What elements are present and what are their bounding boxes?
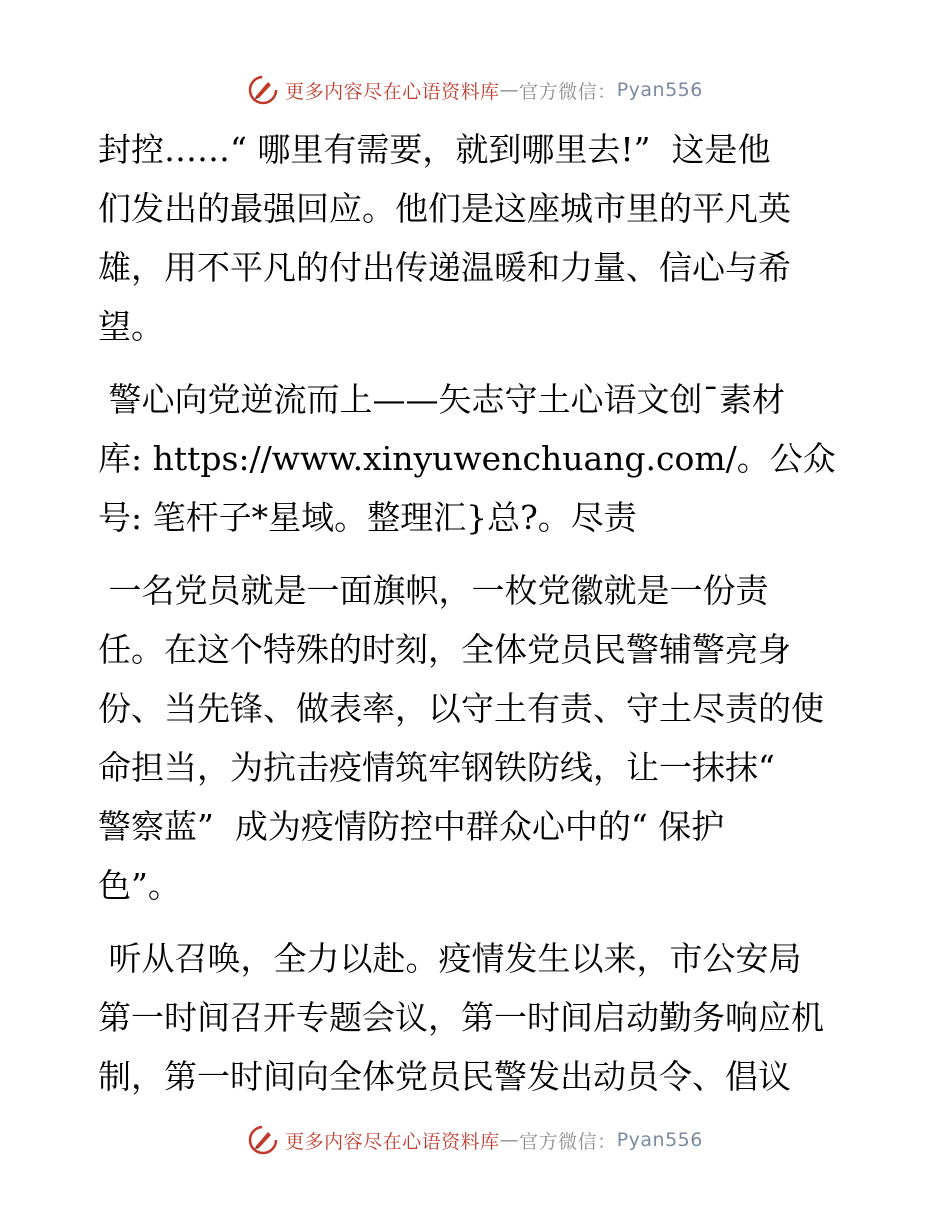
text-line: 份、当先锋、做表率，以守土有责、守土尽责的使 <box>98 689 824 728</box>
paragraph <box>98 561 858 915</box>
banner-wechat-label: 官方微信： <box>519 1130 617 1153</box>
footer-watermark-banner <box>0 1120 950 1160</box>
banner-dash: — <box>499 1129 520 1151</box>
text-line: 们发出的最强回应。他们是这座城市里的平凡英 <box>98 189 791 228</box>
text-line: 望。 <box>98 307 164 346</box>
text-line: 一名党员就是一面旗帜，一枚党徽就是一份责 <box>98 571 769 610</box>
text-line: 色”。 <box>98 866 181 905</box>
ink-brush-logo-icon <box>247 74 279 106</box>
text-line: 制，第一时间向全体党员民警发出动员令、倡议 <box>98 1057 791 1096</box>
banner-site-name: 更多内容尽在心语资料库 <box>285 80 500 103</box>
paragraph <box>98 370 858 547</box>
banner-site-name: 更多内容尽在心语资料库 <box>285 1130 500 1153</box>
text-line: 第一时间召开专题会议，第一时间启动勤务响应机 <box>98 998 824 1037</box>
text-line: 警心向党逆流而上——矢志守土心语文创¯素材 <box>98 380 785 419</box>
text-line: 号: 笔杆子*星域。整理汇}总?。尽责 <box>98 498 637 537</box>
header-watermark-banner <box>0 70 950 110</box>
ink-brush-logo-icon <box>247 1124 279 1156</box>
banner-dash: — <box>499 79 520 101</box>
banner-wechat-id: Pyan556 <box>616 1129 703 1151</box>
text-line: 雄，用不平凡的付出传递温暖和力量、信心与希 <box>98 248 791 287</box>
text-line: 听从召唤，全力以赴。疫情发生以来，市公安局 <box>98 939 802 978</box>
document-body <box>98 120 858 1120</box>
paragraph <box>98 929 858 1106</box>
banner-wechat-id: Pyan556 <box>616 79 703 101</box>
paragraph <box>98 120 858 356</box>
text-line: 封控……“ 哪里有需要，就到哪里去!” 这是他 <box>98 130 771 169</box>
banner-wechat-label: 官方微信： <box>519 80 617 103</box>
text-line: 命担当，为抗击疫情筑牢钢铁防线，让一抹抹“ <box>98 748 775 787</box>
text-line: 库: https://www.xinyuwenchuang.com/。公众 <box>98 439 836 478</box>
text-line: 任。在这个特殊的时刻，全体党员民警辅警亮身 <box>98 630 791 669</box>
text-line: 警察蓝” 成为疫情防控中群众心中的“ 保护 <box>98 807 725 846</box>
